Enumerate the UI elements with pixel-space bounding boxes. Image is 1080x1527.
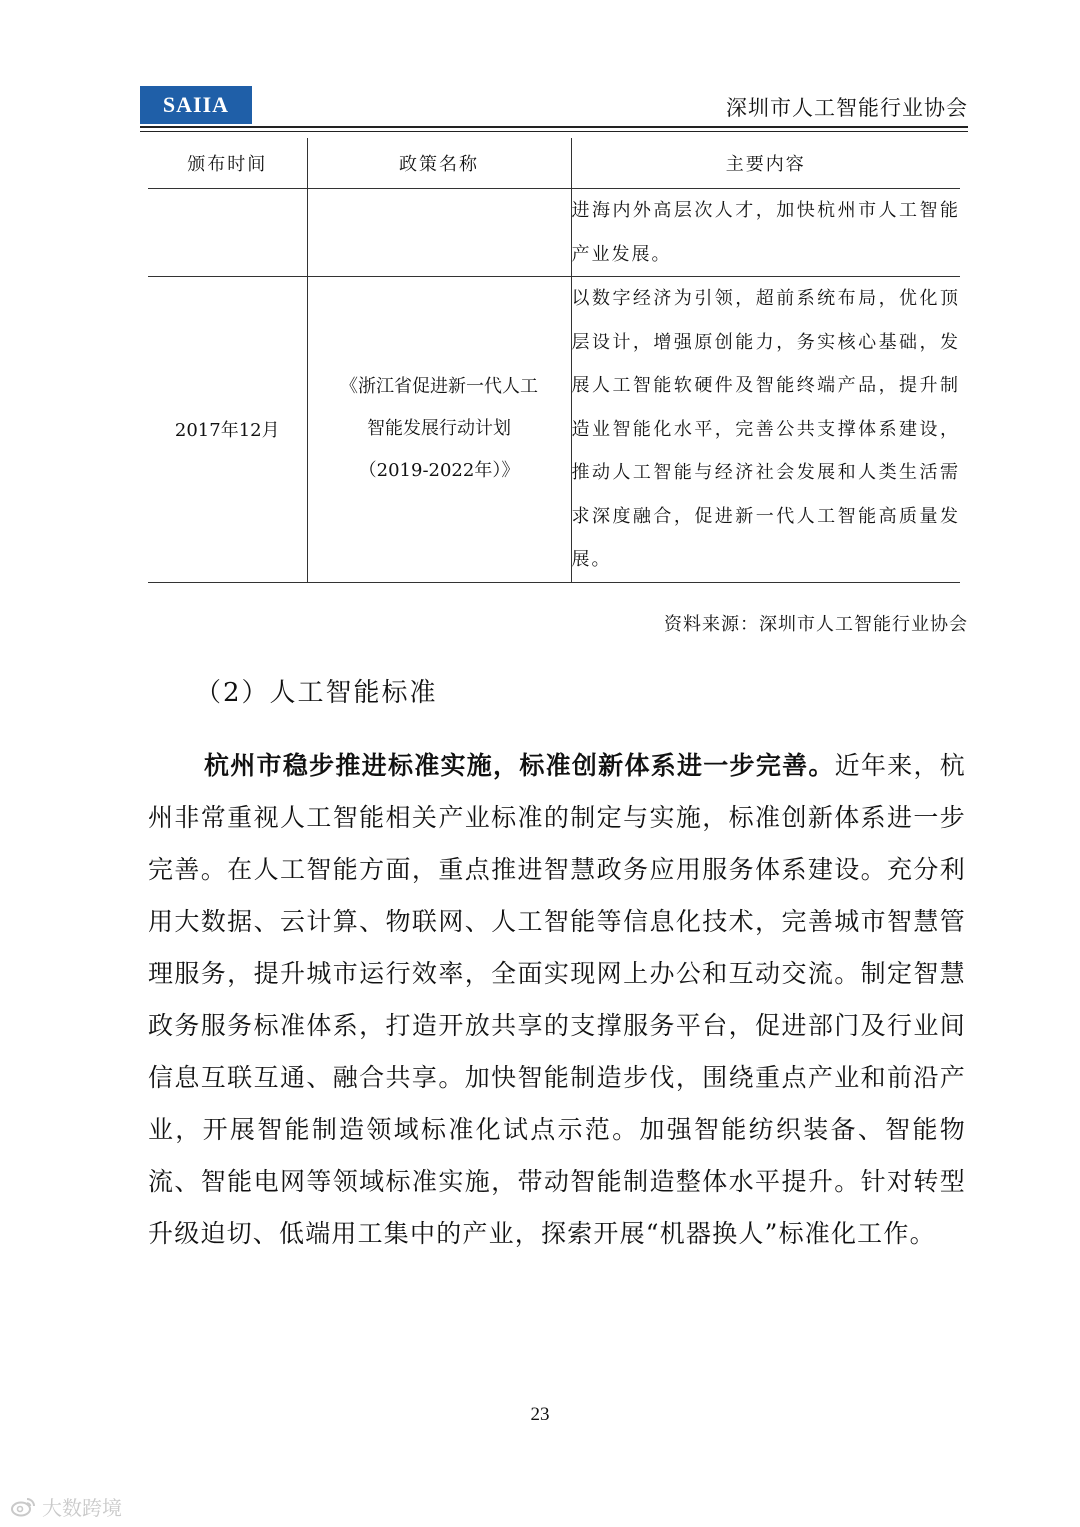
table-row: [148, 189, 960, 277]
section-heading: （2）人工智能标准: [195, 678, 438, 708]
watermark-text: 大数跨境: [42, 1496, 122, 1520]
cell-date: [148, 189, 307, 277]
table-header-row: [148, 138, 960, 189]
cell-content: 以数字经济为引领，超前系统布局，优化顶层设计，增强原创能力，务实核心基础，发展人工智能软硬件及智能终端产品，提升制造业智能化水平，完善公共支撑体系建设，推动人工智能与经济社会发展和人类生活需求深度融合，促进新一代人工智能高质量发展。: [571, 277, 960, 583]
column-header-policy-name: 政策名称: [307, 138, 571, 189]
weibo-icon: [10, 1496, 36, 1518]
watermark: [10, 1492, 122, 1521]
cell-content: 进海内外高层次人才，加快杭州市人工智能产业发展。: [571, 189, 960, 277]
body-paragraph: [148, 740, 966, 1260]
header-rule-thin: [140, 131, 968, 132]
header-organization: 深圳市人工智能行业协会: [726, 96, 968, 120]
page-number: 23: [530, 1404, 550, 1425]
column-header-date: 颁布时间: [148, 138, 307, 189]
cell-policy-name: [307, 189, 571, 277]
policy-name-line: （2019-2022年）》: [358, 460, 520, 482]
source-note: 资料来源：深圳市人工智能行业协会: [664, 614, 968, 635]
lead-sentence: 杭州市稳步推进标准实施，标准创新体系进一步完善。: [204, 751, 835, 780]
body-text: 近年来，杭州非常重视人工智能相关产业标准的制定与实施，标准创新体系进一步完善。在人工智能方面，重点推进智慧政务应用服务体系建设。充分利用大数据、云计算、物联网、人工智能等信息化技术，完善城市智慧管理服务，提升城市运行效率，全面实现网上办公和互动交流。制定智慧政务服务标准体系，打造开放共享的支撑服务平台，促进部门及行业间信息互联互通、融合共享。加快智能制造步伐，围绕重点产业和前沿产业，开展智能制造领域标准化试点示范。加强智能纺织装备、智能物流、智能电网等领域标准实施，带动智能制造整体水平提升。针对转型升级迫切、低端用工集中的产业，探索开展“机器换人”标准化工作。: [148, 751, 966, 1248]
table-row: [148, 277, 960, 583]
column-header-content: 主要内容: [571, 138, 960, 189]
header-badge: SAIIA: [140, 86, 252, 124]
policy-name-line: 《浙江省促进新一代人工: [340, 376, 538, 398]
header-rule: [140, 126, 968, 128]
policy-name-line: 智能发展行动计划: [367, 418, 511, 440]
policy-table: [148, 138, 960, 583]
cell-date: 2017年12月: [148, 277, 307, 583]
cell-policy-name: [307, 277, 571, 583]
